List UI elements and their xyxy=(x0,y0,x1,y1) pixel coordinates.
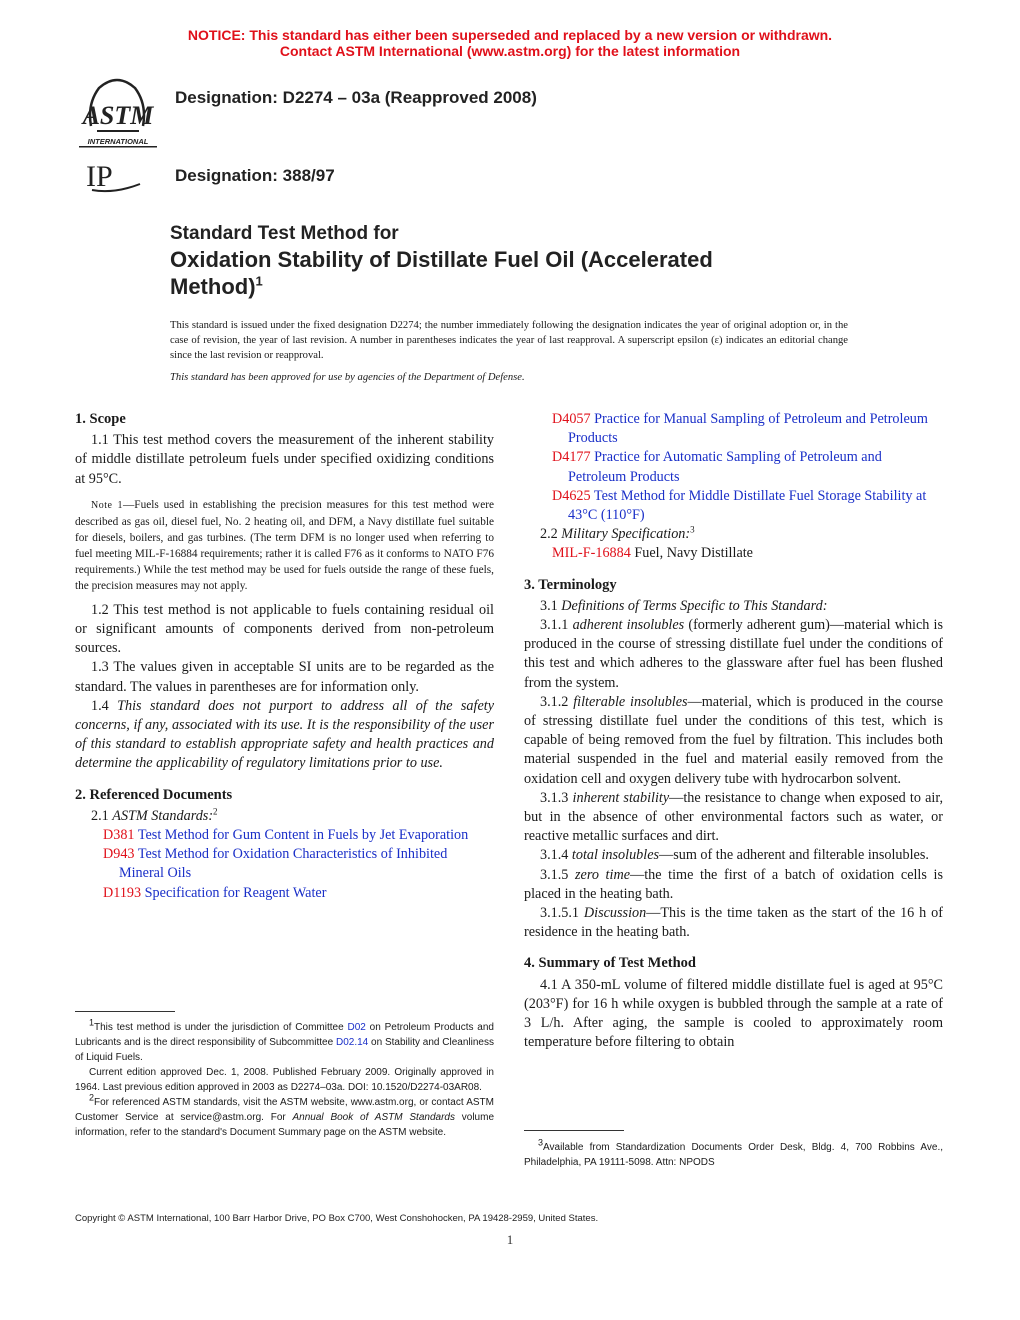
title-line-2 xyxy=(170,246,790,300)
reference-d1193 xyxy=(91,884,494,903)
reference-code-link[interactable]: D4177 xyxy=(552,449,591,466)
footnote-1-text-c: on Stability and Cleanliness of Liquid Fuels. xyxy=(75,1037,494,1063)
term-name: inherent stability xyxy=(572,789,670,806)
paragraph-4-1: 4.1 A 350-mL volume of filtered middle distillate fuel is aged at 95°C (203°F) for 16 h while oxygen is bubbled through the sample at a rate of 3 L/h. After aging, the sample is cooled to approximately room temperature before filtering to obtain xyxy=(524,976,943,1051)
note-label: Note 1 xyxy=(91,499,123,511)
footnote-1-marker: 1 xyxy=(89,1017,95,1028)
page-number: 1 xyxy=(506,1232,514,1247)
term-number: 3.1.4 xyxy=(540,847,572,864)
footnote-1-text-a: This test method is under the jurisdiction of Committee xyxy=(94,1022,348,1033)
astm-logo-letters: ASTM xyxy=(82,101,154,130)
reference-code-link[interactable]: D943 xyxy=(103,846,135,863)
notice-line-2: Contact ASTM International (www.astm.org) for the latest information xyxy=(279,43,741,59)
paragraph-3-1-5 xyxy=(524,866,943,904)
term-definition: —This is the time taken as the start of the 16 h of residence in the heating bath. xyxy=(524,905,943,941)
term-number: 3.1.1 xyxy=(540,617,573,634)
reference-code-link[interactable]: MIL-F-16884 xyxy=(552,545,631,562)
note-text: —Fuels used in establishing the precision measures for this test method were described as gas oil, diesel fuel, No. 2 heating oil, and DFM, a Navy distillate fuel suitable for diesels, boilers, and gas turbines. (The term DFM is no longer used when referring to fuel meeting MIL-F-16884 requirements; rather it is called F76 as it conforms to NATO F76 requirements.) While the test method may be used for fuels outside the range of these fuels, the precision measures may not apply. xyxy=(75,498,494,592)
reference-code-link[interactable]: D381 xyxy=(103,827,135,844)
reference-title-link[interactable]: Specification for Reagent Water xyxy=(144,884,327,901)
reference-d943 xyxy=(91,845,494,883)
reference-title-link[interactable]: Test Method for Gum Content in Fuels by Jet Evaporation xyxy=(137,827,469,844)
right-column xyxy=(524,410,943,1053)
left-column xyxy=(75,410,494,903)
reference-code-link[interactable]: D4057 xyxy=(552,411,591,427)
paragraph-1-4-number: 1.4 xyxy=(91,697,118,714)
ip-logo-letters: IP xyxy=(86,160,113,193)
notice-banner xyxy=(0,27,1020,59)
designation-astm: Designation: D2274 – 03a (Reapproved 2008) xyxy=(175,88,537,107)
footnotes-left xyxy=(75,1017,494,1140)
footnote-ref-3: 3 xyxy=(690,524,695,535)
paragraph-2-2 xyxy=(524,525,943,544)
term-definition: —material, which is produced in the course of stressing distillate fuel under the conditions of this test, which is capable of being removed from the fuel by filtration. This includes both material suspended in the fuel and material easily removed from the oxidation cell and oxygen delivery tube with hydrocarbon solvent. xyxy=(524,693,944,787)
paragraph-2-1 xyxy=(75,807,494,826)
paragraph-1-1: 1.1 This test method covers the measurement of the inherent stability of middle distillate petroleum fuels under specified oxidizing conditions at 95°C. xyxy=(75,432,494,487)
paragraph-3-1-4 xyxy=(524,846,943,865)
paragraph-2-1-number: 2.1 xyxy=(91,807,113,824)
paragraph-3-1-1 xyxy=(524,616,943,693)
paragraph-3-1-text: Definitions of Terms Specific to This Standard: xyxy=(561,597,828,614)
section-heading-scope: 1. Scope xyxy=(75,411,126,427)
reference-code-link[interactable]: D1193 xyxy=(103,884,142,901)
term-name: zero time xyxy=(575,866,630,883)
footnote-2-text-a: For referenced ASTM standards, visit the ASTM website, www.astm.org, or contact ASTM Customer Service at service@astm.org. For xyxy=(75,1097,494,1123)
paragraph-3-1-3 xyxy=(524,789,943,847)
notice-line-1: NOTICE: This standard has either been superseded and replaced by a new version or withdrawn. xyxy=(187,27,833,43)
designation-ip: Designation: 388/97 xyxy=(175,166,335,185)
paragraph-3-1-number: 3.1 xyxy=(540,597,562,614)
term-number: 3.1.5.1 xyxy=(540,905,584,922)
footnote-ref-2: 2 xyxy=(213,806,218,817)
paragraph-1-3: 1.3 The values given in acceptable SI units are to be regarded as the standard. The values in parentheses are for information only. xyxy=(75,659,494,695)
paragraph-3-1-2 xyxy=(524,693,943,789)
footnotes-right xyxy=(524,1137,943,1170)
copyright-line: Copyright © ASTM International, 100 Barr Harbor Drive, PO Box C700, West Conshohocken, PA 19428-2959, United States. xyxy=(75,1213,599,1224)
reference-mil-f-16884 xyxy=(540,544,943,563)
subcommittee-link[interactable]: D02.14 xyxy=(335,1037,369,1048)
ip-logo xyxy=(84,158,144,194)
title-line-1: Standard Test Method for xyxy=(170,223,399,244)
title-main: Oxidation Stability of Distillate Fuel Oil (Accelerated Method) xyxy=(170,247,713,299)
term-name: total insolubles xyxy=(571,847,660,864)
footnote-3 xyxy=(524,1137,943,1170)
footnote-3-text: Available from Standardization Documents Order Desk, Bldg. 4, 700 Robbins Ave., Philadelphia, PA 19111-5098. Attn: NPODS xyxy=(524,1142,943,1168)
section-heading-referenced-documents: 2. Referenced Documents xyxy=(75,786,233,803)
section-heading-terminology: 3. Terminology xyxy=(524,576,617,593)
reference-title-link[interactable]: Test Method for Oxidation Characteristics of Inhibited Mineral Oils xyxy=(119,846,448,882)
reference-code-link[interactable]: D4625 xyxy=(552,487,591,504)
term-definition: —the time the first of a batch of oxidation cells is placed in the heating bath. xyxy=(524,866,943,902)
title-footnote-ref: 1 xyxy=(255,273,263,289)
footnote-3-marker: 3 xyxy=(538,1137,544,1148)
footnote-2-italic: Annual Book of ASTM Standards xyxy=(292,1112,455,1123)
approval-statement: This standard has been approved for use by agencies of the Department of Defense. xyxy=(170,372,525,383)
committee-link[interactable]: D02 xyxy=(347,1022,366,1033)
term-definition: —the resistance to change when exposed to air, but in the absence of other environmental factors such as water, or reactive metallic surfaces and dirt. xyxy=(524,789,944,845)
term-number: 3.1.2 xyxy=(540,693,574,710)
footnote-1-edition: Current edition approved Dec. 1, 2008. Published February 2009. Originally approved in 1964. Last previous edition approved in 2003 as D2274–03a. DOI: 10.1520/D2274-03AR08. xyxy=(75,1067,494,1093)
paragraph-1-4 xyxy=(75,697,494,774)
reference-title-link[interactable]: Test Method for Middle Distillate Fuel Storage Stability at 43°C (110°F) xyxy=(568,487,927,524)
term-number: 3.1.3 xyxy=(540,789,573,806)
footnote-2-marker: 2 xyxy=(89,1092,95,1103)
reference-d4625 xyxy=(540,487,943,525)
term-definition: —sum of the adherent and filterable insolubles. xyxy=(659,847,929,864)
term-name: filterable insolubles xyxy=(573,693,688,710)
term-definition: (formerly adherent gum)—material which is produced in the course of stressing distillate fuel under the conditions of this test and which adheres to the glassware after fuel has been flushed from the system. xyxy=(524,617,944,691)
astm-logo xyxy=(77,74,159,148)
paragraph-2-1-text: ASTM Standards: xyxy=(112,807,214,824)
section-heading-summary: 4. Summary of Test Method xyxy=(524,955,696,972)
paragraph-3-1 xyxy=(524,597,943,616)
reference-d4057 xyxy=(540,410,943,448)
paragraph-2-2-number: 2.2 xyxy=(540,526,562,543)
issued-statement: This standard is issued under the fixed designation D2274; the number immediately following the designation indicates the year of original adoption or, in the case of revision, the year of last revision. A number in parentheses indicates the year of last reapproval. A superscript epsilon (ε) indicates an editorial change since the last revision or reapproval. xyxy=(170,320,848,361)
reference-d4177 xyxy=(540,448,943,486)
astm-logo-subtitle: INTERNATIONAL xyxy=(87,137,149,146)
footnote-2 xyxy=(75,1092,494,1140)
reference-d381 xyxy=(91,826,494,845)
document-title xyxy=(170,222,790,300)
note-1 xyxy=(75,497,494,594)
term-name: adherent insolubles xyxy=(572,617,685,634)
footnote-2-text-b: volume information, refer to the standard's Document Summary page on the ASTM website. xyxy=(75,1112,494,1138)
reference-title-link[interactable]: Practice for Manual Sampling of Petroleum and Petroleum Products xyxy=(568,411,928,447)
footnote-rule-left xyxy=(75,1011,175,1012)
paragraph-1-2: 1.2 This test method is not applicable to fuels containing residual oil or significant amounts of components derived from non-petroleum sources. xyxy=(75,601,494,657)
reference-title-link[interactable]: Practice for Automatic Sampling of Petroleum and Petroleum Products xyxy=(568,449,882,485)
paragraph-2-2-text: Military Specification: xyxy=(561,526,691,543)
term-number: 3.1.5 xyxy=(540,866,576,883)
footnote-1-text-b: on Petroleum Products and Lubricants and is the direct responsibility of Subcommittee xyxy=(75,1022,494,1048)
footnote-rule-right xyxy=(524,1130,624,1131)
reference-title: Fuel, Navy Distillate xyxy=(630,545,753,562)
term-name: Discussion xyxy=(583,905,647,922)
paragraph-1-4-text: This standard does not purport to address all of the safety concerns, if any, associated with its use. It is the responsibility of the user of this standard to establish appropriate safety and health practices and determine the applicability of regulatory limitations prior to use. xyxy=(75,697,494,772)
footnote-1 xyxy=(75,1017,494,1065)
paragraph-3-1-5-1 xyxy=(524,904,943,942)
